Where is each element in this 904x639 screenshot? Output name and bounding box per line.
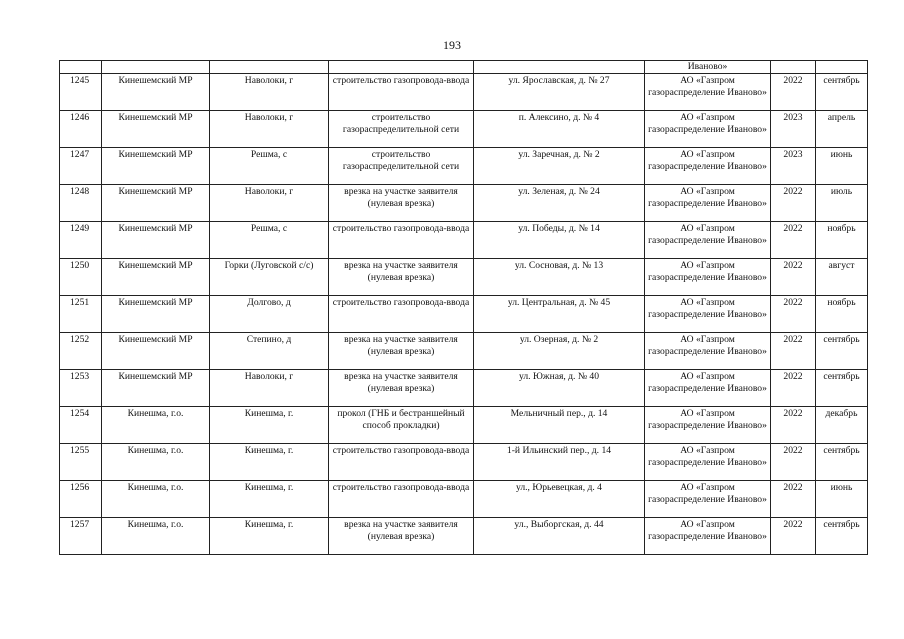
- cell-work-type: врезка на участке заявителя (нулевая врезка): [329, 259, 474, 296]
- cell-settlement: Кинешма, г.: [210, 407, 329, 444]
- cell-settlement: Кинешма, г.: [210, 518, 329, 555]
- cell-work-type: врезка на участке заявителя (нулевая врезка): [329, 370, 474, 407]
- cell-org: АО «Газпром газораспределение Иваново»: [645, 111, 771, 148]
- cell-work-type: строительство газораспределительной сети: [329, 111, 474, 148]
- cell-year: 2022: [771, 370, 816, 407]
- cell-district: Кинешма, г.о.: [102, 444, 210, 481]
- table-row-continuation: [60, 61, 868, 74]
- cell-district: Кинешемский МР: [102, 111, 210, 148]
- cell-number: 1255: [60, 444, 102, 481]
- cell-settlement: Кинешма, г.: [210, 481, 329, 518]
- cell-month: сентябрь: [816, 74, 868, 111]
- cell-year: 2022: [771, 259, 816, 296]
- cell-work-type: строительство газопровода-ввода: [329, 222, 474, 259]
- cell-district: Кинешемский МР: [102, 333, 210, 370]
- table-row: [60, 518, 868, 555]
- table-row: [60, 259, 868, 296]
- cell-year: 2022: [771, 518, 816, 555]
- cell-work-type: врезка на участке заявителя (нулевая врезка): [329, 518, 474, 555]
- cell-address: ул. Зеленая, д. № 24: [474, 185, 645, 222]
- cell-year: 2022: [771, 333, 816, 370]
- cell-month: ноябрь: [816, 222, 868, 259]
- cell-month: сентябрь: [816, 518, 868, 555]
- table-row: [60, 111, 868, 148]
- cell-settlement: Решма, с: [210, 148, 329, 185]
- cell-district: Кинешемский МР: [102, 148, 210, 185]
- cell-number: 1247: [60, 148, 102, 185]
- cell-number: 1253: [60, 370, 102, 407]
- cell-year: 2022: [771, 407, 816, 444]
- cell-number: 1245: [60, 74, 102, 111]
- cell-address: п. Алексино, д. № 4: [474, 111, 645, 148]
- cell-org: АО «Газпром газораспределение Иваново»: [645, 370, 771, 407]
- table-row: [60, 222, 868, 259]
- cell-org: Иваново»: [645, 61, 771, 74]
- cell-address: ул., Юрьевецкая, д. 4: [474, 481, 645, 518]
- cell-org: АО «Газпром газораспределение Иваново»: [645, 444, 771, 481]
- cell-number: 1249: [60, 222, 102, 259]
- cell-address: ул. Победы, д. № 14: [474, 222, 645, 259]
- cell-year: 2023: [771, 111, 816, 148]
- cell-year: 2023: [771, 148, 816, 185]
- table-row: [60, 481, 868, 518]
- cell-settlement: Долгово, д: [210, 296, 329, 333]
- cell-work-type: врезка на участке заявителя (нулевая врезка): [329, 185, 474, 222]
- cell-district: Кинешемский МР: [102, 185, 210, 222]
- cell-number: 1254: [60, 407, 102, 444]
- table-row: [60, 74, 868, 111]
- cell-address: ул., Выборгская, д. 44: [474, 518, 645, 555]
- cell-number: 1257: [60, 518, 102, 555]
- table-row: [60, 444, 868, 481]
- cell-settlement: Кинешма, г.: [210, 444, 329, 481]
- cell-address: ул. Южная, д. № 40: [474, 370, 645, 407]
- cell-month: июнь: [816, 481, 868, 518]
- cell-address: ул. Сосновая, д. № 13: [474, 259, 645, 296]
- cell-work-type: строительство газопровода-ввода: [329, 444, 474, 481]
- cell-address: ул. Озерная, д. № 2: [474, 333, 645, 370]
- cell-work-type: прокол (ГНБ и бестраншейный способ прокладки): [329, 407, 474, 444]
- cell-month: декабрь: [816, 407, 868, 444]
- cell-settlement: Наволоки, г: [210, 370, 329, 407]
- cell-month: август: [816, 259, 868, 296]
- cell-district: Кинешемский МР: [102, 259, 210, 296]
- cell-number: 1250: [60, 259, 102, 296]
- table-row: [60, 296, 868, 333]
- cell-address: ул. Ярославская, д. № 27: [474, 74, 645, 111]
- cell-address: Мельничный пер., д. 14: [474, 407, 645, 444]
- cell-district: Кинешемский МР: [102, 370, 210, 407]
- cell-month: июнь: [816, 148, 868, 185]
- cell-org: АО «Газпром газораспределение Иваново»: [645, 74, 771, 111]
- cell-number: 1246: [60, 111, 102, 148]
- cell-district: Кинешма, г.о.: [102, 481, 210, 518]
- cell-org: АО «Газпром газораспределение Иваново»: [645, 185, 771, 222]
- table-row: [60, 148, 868, 185]
- cell-year: 2022: [771, 481, 816, 518]
- cell-number: 1248: [60, 185, 102, 222]
- cell-settlement: Степино, д: [210, 333, 329, 370]
- cell-district: Кинешемский МР: [102, 222, 210, 259]
- cell-month: ноябрь: [816, 296, 868, 333]
- table-row: [60, 185, 868, 222]
- cell-address: ул. Центральная, д. № 45: [474, 296, 645, 333]
- cell-year: 2022: [771, 185, 816, 222]
- cell-org: АО «Газпром газораспределение Иваново»: [645, 407, 771, 444]
- table-row: [60, 370, 868, 407]
- cell-year: 2022: [771, 74, 816, 111]
- cell-org: АО «Газпром газораспределение Иваново»: [645, 222, 771, 259]
- cell-settlement: Горки (Луговской с/с): [210, 259, 329, 296]
- cell-org: АО «Газпром газораспределение Иваново»: [645, 148, 771, 185]
- cell-settlement: Наволоки, г: [210, 185, 329, 222]
- cell-district: Кинешма, г.о.: [102, 518, 210, 555]
- cell-number: 1251: [60, 296, 102, 333]
- cell-address: 1-й Ильинский пер., д. 14: [474, 444, 645, 481]
- gasification-table: [59, 60, 868, 555]
- cell-work-type: строительство газопровода-ввода: [329, 481, 474, 518]
- cell-address: ул. Заречная, д. № 2: [474, 148, 645, 185]
- cell-month: сентябрь: [816, 370, 868, 407]
- cell-number: 1256: [60, 481, 102, 518]
- cell-month: апрель: [816, 111, 868, 148]
- cell-org: АО «Газпром газораспределение Иваново»: [645, 259, 771, 296]
- cell-work-type: строительство газопровода-ввода: [329, 74, 474, 111]
- cell-settlement: Решма, с: [210, 222, 329, 259]
- cell-org: АО «Газпром газораспределение Иваново»: [645, 333, 771, 370]
- cell-month: июль: [816, 185, 868, 222]
- cell-work-type: строительство газораспределительной сети: [329, 148, 474, 185]
- cell-district: Кинешемский МР: [102, 74, 210, 111]
- page-number: 193: [443, 38, 461, 52]
- cell-year: 2022: [771, 222, 816, 259]
- cell-district: Кинешемский МР: [102, 296, 210, 333]
- cell-work-type: строительство газопровода-ввода: [329, 296, 474, 333]
- table-row: [60, 407, 868, 444]
- cell-org: АО «Газпром газораспределение Иваново»: [645, 296, 771, 333]
- cell-org: АО «Газпром газораспределение Иваново»: [645, 518, 771, 555]
- cell-year: 2022: [771, 444, 816, 481]
- cell-settlement: Наволоки, г: [210, 74, 329, 111]
- cell-month: сентябрь: [816, 444, 868, 481]
- cell-work-type: врезка на участке заявителя (нулевая врезка): [329, 333, 474, 370]
- cell-year: 2022: [771, 296, 816, 333]
- table-row: [60, 333, 868, 370]
- cell-number: 1252: [60, 333, 102, 370]
- cell-org: АО «Газпром газораспределение Иваново»: [645, 481, 771, 518]
- cell-month: сентябрь: [816, 333, 868, 370]
- cell-settlement: Наволоки, г: [210, 111, 329, 148]
- cell-district: Кинешма, г.о.: [102, 407, 210, 444]
